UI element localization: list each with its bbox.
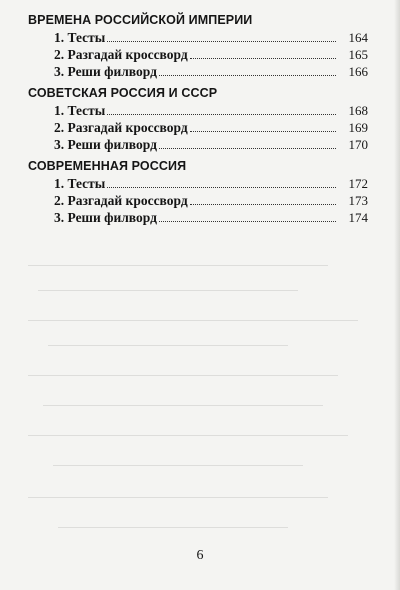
toc-entry[interactable] [28, 46, 368, 63]
toc-entry[interactable] [28, 63, 368, 80]
entry-page-number: 169 [348, 120, 368, 135]
dot-leader [190, 194, 336, 205]
toc-entry[interactable] [28, 102, 368, 119]
dot-leader [107, 31, 336, 42]
dot-leader [107, 104, 336, 115]
toc-section-soviet-russia [28, 84, 368, 153]
entry-page-number: 168 [348, 103, 368, 118]
entry-label: 1. Тесты [54, 176, 106, 191]
page-edge-shadow [394, 0, 400, 590]
entry-page-number: 172 [348, 176, 368, 191]
toc-entry[interactable] [28, 136, 368, 153]
dot-leader [107, 177, 336, 188]
entry-label: 2. Разгадай кроссворд [54, 193, 188, 208]
toc-entry[interactable] [28, 29, 368, 46]
show-through-texture [28, 235, 373, 570]
toc-entry[interactable] [28, 119, 368, 136]
dot-leader [190, 121, 336, 132]
toc-section-russian-empire [28, 11, 368, 80]
entry-page-number: 166 [348, 64, 368, 79]
page-number: 6 [196, 548, 204, 563]
section-title: СОВРЕМЕННАЯ РОССИЯ [28, 159, 187, 173]
entry-label: 1. Тесты [54, 103, 106, 118]
entry-page-number: 174 [348, 210, 368, 225]
section-title: ВРЕМЕНА РОССИЙСКОЙ ИМПЕРИИ [28, 13, 253, 27]
entry-label: 3. Реши филворд [54, 137, 157, 152]
section-title: СОВЕТСКАЯ РОССИЯ И СССР [28, 86, 218, 100]
toc-entry[interactable] [28, 209, 368, 226]
entry-page-number: 173 [348, 193, 368, 208]
entry-label: 3. Реши филворд [54, 64, 157, 79]
entry-label: 1. Тесты [54, 30, 106, 45]
dot-leader [159, 211, 336, 222]
entry-page-number: 170 [348, 137, 368, 152]
dot-leader [190, 48, 336, 59]
toc-entry[interactable] [28, 192, 368, 209]
dot-leader [159, 65, 336, 76]
toc-section-modern-russia [28, 157, 368, 226]
entry-page-number: 165 [348, 47, 368, 62]
entry-label: 2. Разгадай кроссворд [54, 47, 188, 62]
toc-entry[interactable] [28, 175, 368, 192]
entry-label: 3. Реши филворд [54, 210, 157, 225]
dot-leader [159, 138, 336, 149]
entry-page-number: 164 [348, 30, 368, 45]
entry-label: 2. Разгадай кроссворд [54, 120, 188, 135]
